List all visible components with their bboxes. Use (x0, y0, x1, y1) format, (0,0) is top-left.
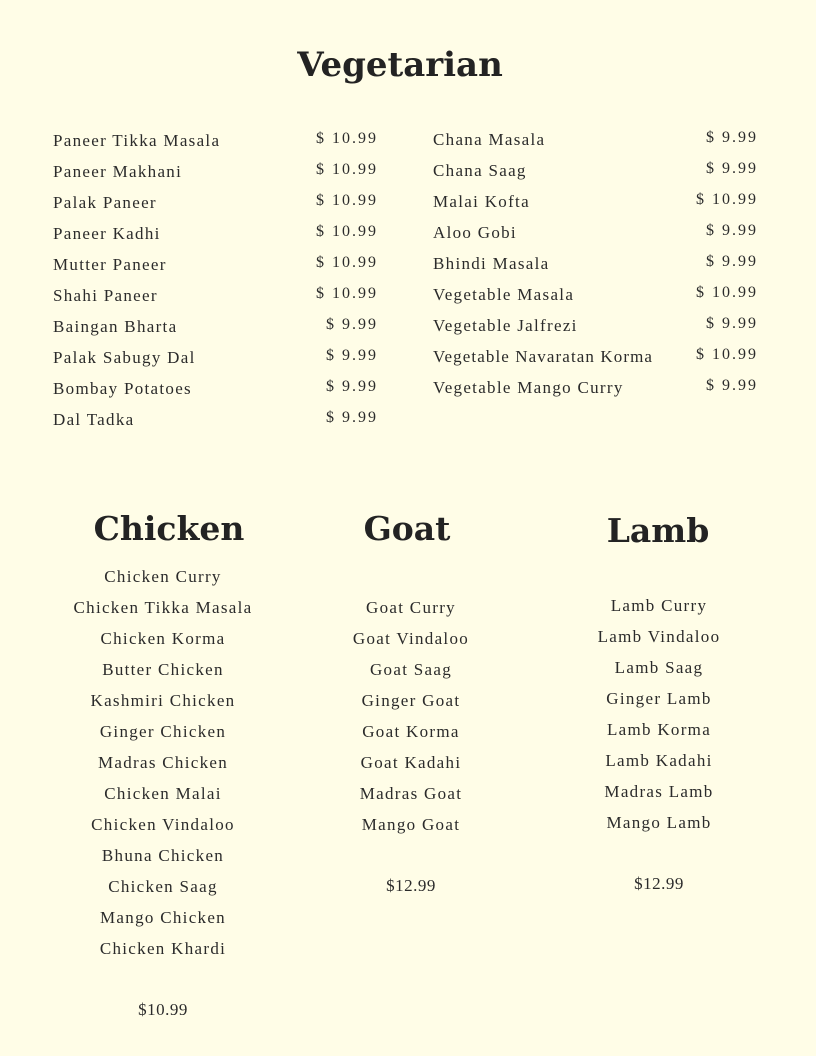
veg-item-price: $ 10.99 (316, 130, 378, 147)
chicken-item: Butter Chicken (102, 660, 224, 679)
chicken-item: Chicken Saag (108, 877, 218, 896)
chicken-item: Chicken Vindaloo (91, 815, 235, 834)
goat-item: Goat Saag (369, 660, 453, 679)
chicken-heading: Chicken (93, 509, 245, 549)
chicken-item: Kashmiri Chicken (90, 691, 236, 710)
veg-item-price: $ 10.99 (316, 285, 378, 302)
chicken-item: Chicken Tikka Masala (73, 598, 253, 617)
veg-item-price: $ 10.99 (696, 191, 758, 208)
goat-price: $12.99 (386, 876, 436, 895)
goat-item: Goat Curry (366, 598, 456, 617)
veg-item-price: $ 9.99 (706, 315, 758, 332)
veg-item-name: Malai Kofta (433, 192, 530, 211)
veg-item-price: $ 10.99 (316, 254, 378, 271)
lamb-item: Ginger Lamb (606, 689, 712, 708)
veg-item-name: Vegetable Jalfrezi (433, 316, 578, 335)
goat-item: Mango Goat (361, 815, 461, 834)
veg-item-name: Chana Masala (433, 130, 546, 149)
veg-item-price: $ 10.99 (316, 161, 378, 178)
chicken-item: Chicken Malai (104, 784, 222, 803)
goat-item: Goat Vindaloo (352, 629, 470, 648)
lamb-item: Lamb Saag (614, 658, 704, 677)
chicken-item: Ginger Chicken (99, 722, 227, 741)
chicken-price: $10.99 (138, 1000, 188, 1019)
veg-item-name: Aloo Gobi (433, 223, 517, 242)
lamb-price: $12.99 (634, 874, 684, 893)
veg-item-price: $ 10.99 (696, 284, 758, 301)
chicken-item: Madras Chicken (97, 753, 229, 772)
lamb-item: Lamb Vindaloo (597, 627, 721, 646)
veg-item-price: $ 10.99 (316, 192, 378, 209)
veg-item-price: $ 9.99 (706, 377, 758, 394)
chicken-item: Mango Chicken (100, 908, 226, 927)
veg-item-name: Chana Saag (433, 161, 527, 180)
veg-item-price: $ 10.99 (696, 346, 758, 363)
chicken-item: Chicken Curry (104, 567, 222, 586)
veg-item-price: $ 9.99 (326, 409, 378, 426)
veg-item-name: Shahi Paneer (53, 286, 158, 305)
veg-item-name: Palak Paneer (53, 193, 157, 212)
lamb-item: Lamb Curry (610, 596, 708, 615)
veg-item-name: Palak Sabugy Dal (53, 348, 196, 367)
goat-heading: Goat (363, 509, 451, 549)
veg-item-name: Bombay Potatoes (53, 379, 192, 398)
veg-item-name: Vegetable Mango Curry (433, 378, 624, 397)
goat-item: Goat Korma (362, 722, 460, 741)
lamb-heading: Lamb (606, 511, 710, 551)
veg-item-price: $ 9.99 (706, 160, 758, 177)
lamb-item: Lamb Korma (606, 720, 712, 739)
goat-item: Ginger Goat (361, 691, 461, 710)
veg-item-price: $ 9.99 (326, 316, 378, 333)
veg-item-name: Vegetable Navaratan Korma (433, 347, 654, 366)
veg-item-name: Paneer Makhani (53, 162, 183, 181)
chicken-item: Chicken Korma (100, 629, 226, 648)
lamb-item: Madras Lamb (604, 782, 714, 801)
veg-item-name: Vegetable Masala (433, 285, 575, 304)
veg-item-price: $ 9.99 (326, 347, 378, 364)
veg-item-price: $ 10.99 (316, 223, 378, 240)
chicken-item: Chicken Khardi (99, 939, 227, 958)
veg-item-price: $ 9.99 (706, 222, 758, 239)
veg-item-name: Mutter Paneer (53, 255, 167, 274)
lamb-item: Mango Lamb (606, 813, 712, 832)
veg-item-price: $ 9.99 (326, 378, 378, 395)
veg-item-name: Paneer Tikka Masala (53, 131, 221, 150)
veg-item-name: Baingan Bharta (53, 317, 178, 336)
goat-item: Madras Goat (359, 784, 463, 803)
lamb-item: Lamb Kadahi (605, 751, 713, 770)
chicken-item: Bhuna Chicken (101, 846, 225, 865)
veg-item-price: $ 9.99 (706, 129, 758, 146)
veg-item-price: $ 9.99 (706, 253, 758, 270)
veg-item-name: Dal Tadka (53, 410, 135, 429)
veg-item-name: Bhindi Masala (433, 254, 550, 273)
goat-item: Goat Kadahi (360, 753, 462, 772)
vegetarian-heading: Vegetarian (297, 45, 503, 85)
veg-item-name: Paneer Kadhi (53, 224, 161, 243)
